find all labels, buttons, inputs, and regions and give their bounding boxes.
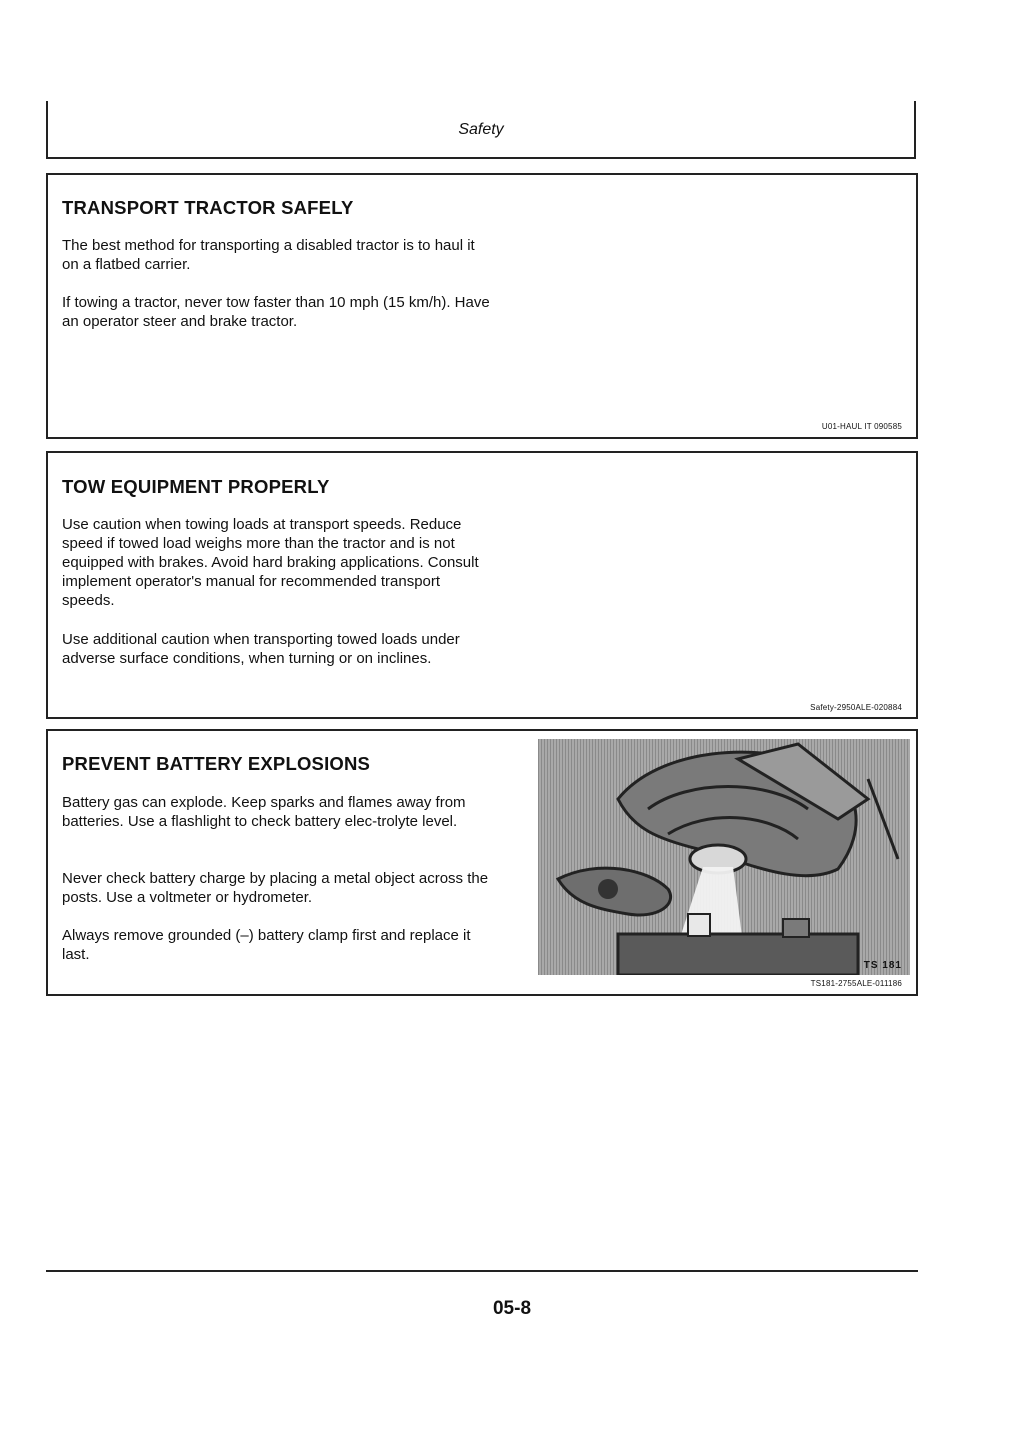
reference-code: TS181-2755ALE-011186: [810, 979, 902, 988]
paragraph: Use caution when towing loads at transport speeds. Reduce speed if towed load weighs more than the tractor and is not equipped with brakes. Avoid hard braking applications. Consult implement operator's manual for recommended transport speeds.: [62, 516, 479, 609]
reference-code: U01-HAUL IT 090585: [821, 422, 902, 431]
section-title: TOW EQUIPMENT PROPERLY: [62, 476, 330, 497]
section-title: PREVENT BATTERY EXPLOSIONS: [62, 753, 371, 774]
page-number: 05-8: [492, 1298, 532, 1319]
section-transport-tractor: [46, 173, 918, 439]
battery-flashlight-illustration: [538, 739, 910, 975]
paragraph: If towing a tractor, never tow faster than 10 mph (15 km/h). Have an operator steer and brake tractor.: [62, 294, 490, 330]
paragraph: Never check battery charge by placing a metal object across the posts. Use a voltmeter or hydrometer.: [62, 870, 489, 906]
paragraph: Use additional caution when transporting towed loads under adverse surface conditions, when turning or on inclines.: [62, 631, 460, 667]
header-title: Safety: [458, 121, 504, 138]
illustration-label: TS 181: [863, 960, 902, 971]
reference-code: Safety-2950ALE-020884: [810, 703, 902, 712]
paragraph: Battery gas can explode. Keep sparks and flames away from batteries. Use a flashlight to check battery elec-trolyte level.: [62, 794, 466, 830]
paragraph: Always remove grounded (–) battery clamp first and replace it last.: [62, 927, 471, 963]
footer-rule: [46, 1270, 918, 1272]
paragraph: The best method for transporting a disabled tractor is to haul it on a flatbed carrier.: [62, 237, 475, 273]
running-header: [46, 101, 916, 159]
battery-flashlight-drawing: [538, 739, 910, 975]
section-battery-explosions: [46, 729, 918, 996]
section-tow-equipment: [46, 451, 918, 719]
section-title: TRANSPORT TRACTOR SAFELY: [62, 197, 354, 218]
